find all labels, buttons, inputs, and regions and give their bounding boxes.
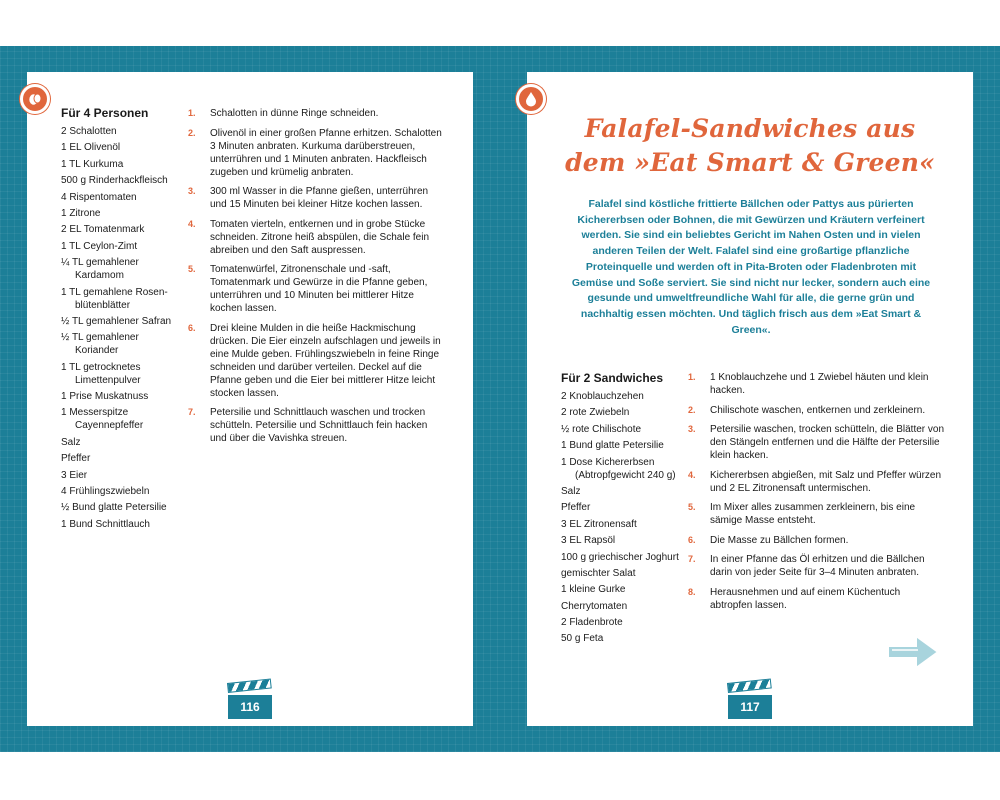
step-number: 7. [188,407,196,417]
ingredient-item: 4 Frühlingszwiebeln [61,486,150,498]
ingredient-item: Pfeffer [561,502,591,514]
step-item [688,501,944,527]
step-item [688,534,944,547]
step-item [688,586,944,612]
ingredient-item: ¼ TL gemahlener Kardamom [61,257,139,282]
ingredient-item: Pfeffer [61,453,91,465]
step-text: Tomatenwürfel, Zitronenschale und -saft, Tomatenmark und Gewürze in die Pfanne geben, unterrühren und 10 Minuten bei mittlerer Hitze kochen lassen. [210,264,428,314]
step-item [688,423,944,462]
page-number-badge [228,683,272,719]
ingredient-item: Cherrytomaten [561,600,628,612]
ingredient-item: 3 EL Rapsöl [561,535,616,547]
step-item [188,127,444,179]
step-text: Petersilie waschen, trocken schütteln, die Blätter von den Stängeln entfernen und die Hälfte der Petersilie klein hacken. [710,424,945,461]
ingredient-item: 1 kleine Gurke [561,584,626,596]
step-text: Herausnehmen und auf einem Küchentuch abtropfen lassen. [710,586,901,611]
step-item [188,107,444,120]
step-item [688,553,944,579]
step-text: Petersilie und Schnittlauch waschen und trocken schütteln. Petersilie und Schnittlauch fein hacken und über die Vavishka streuen. [210,407,428,444]
ingredient-item: 1 Prise Muskatnuss [61,391,149,403]
step-number: 7. [688,554,696,564]
ingredient-item: 3 Eier [61,469,88,481]
ingredient-item: 1 TL Ceylon-Zimt [61,240,138,252]
steps-list [688,371,944,612]
recipe-intro: Falafel sind köstliche frittierte Bällchen oder Pattys aus pürierten Kichererbsen oder Bohnen, die mit Gewürzen und Kräutern verfeinert werden. Sie sind ein beliebtes Gericht im Nahen Osten und in vielen anderen Teilen der Welt. Falafel sind eine großartige pflanzliche Proteinquelle und werden oft in Pita-Broten oder Fladenbroten mit Gemüse und Soße serviert. Sie sind nicht nur lecker, sondern auch eine gesunde und umweltfreundliche Wahl für alle, die gerne grün und nachhaltig essen möchten. Und täglich frisch aus dem »Eat Smart & Green«. [571,198,931,336]
ingredient-item: 1 EL Olivenöl [61,142,121,154]
step-text: 1 Knoblauchzehe und 1 Zwiebel häuten und klein hacken. [710,372,929,396]
step-number: 6. [688,534,696,545]
step-text: Tomaten vierteln, entkernen und in grobe Stücke schneiden. Zitrone heiß abspülen, die Schale fein abreiben und den Saft auspressen. [210,218,430,256]
ingredient-item: 50 g Feta [561,633,604,645]
title-line-1: Falafel-Sandwiches aus [584,114,916,143]
ingredient-item: 1 Dose Kichererbsen (Abtropfgewicht 240 g) [561,456,676,481]
ingredient-item: ½ Bund glatte Petersilie [61,502,167,514]
ingredient-item: 2 rote Zwiebeln [561,407,630,419]
step-number: 1. [688,372,696,382]
step-number: 8. [688,586,696,597]
step-number: 3. [688,424,696,434]
ingredient-item: 1 TL gemahlene Rosenblütenblätter [61,286,168,311]
right-ingredients [561,371,686,649]
ingredient-item: ½ rote Chilischote [561,423,642,435]
step-number: 1. [188,108,196,118]
left-steps [188,107,444,452]
title-line-2: dem »Eat Smart & Green« [565,148,935,177]
ingredient-item: 1 Bund glatte Petersilie [561,440,664,452]
step-number: 4. [688,469,696,480]
step-number: 5. [188,264,196,274]
step-item [188,218,444,257]
step-text: 300 ml Wasser in die Pfanne gießen, unterrühren und 15 Minuten bei kleiner Hitze kochen lassen. [210,186,429,210]
ingredient-item: 2 Schalotten [61,126,117,137]
step-item [188,185,444,211]
step-text: Schalotten in dünne Ringe schneiden. [210,108,379,119]
ingredient-item: 3 EL Zitronensaft [561,518,637,530]
step-text: In einer Pfanne das Öl erhitzen und die Bällchen darin von jeder Seite für 3–4 Minuten anbraten. [710,554,925,578]
ingredient-item: Salz [61,436,81,448]
ingredient-item: 1 TL Kurkuma [61,158,124,170]
egg-icon [20,84,50,114]
ingredient-item: Salz [561,485,581,497]
ingredients-list [561,390,686,645]
ingredient-item: 100 g griechischer Joghurt [561,551,679,563]
step-text: Im Mixer alles zusammen zerkleinern, bis eine sämige Masse entsteht. [710,502,916,526]
ingredient-item: 500 g Rinderhackfleisch [61,175,168,187]
page-number: 117 [728,695,772,719]
step-item [188,263,444,315]
ingredient-item: 2 EL Tomatenmark [61,224,145,236]
ingredient-item: ½ TL gemahlener Koriander [61,332,139,357]
steps-list [188,107,444,445]
step-item [188,406,444,445]
step-text: Drei kleine Mulden in die heiße Hackmischung drücken. Die Eier einzeln aufschlagen und jeweils in eine Mulde geben. Frühlingszwiebeln in feine Ringe schneiden und darüber verteilen. Deckel auf die Pfanne geben und die Eier bei mittlerer Hitze leicht stocken lassen. [210,322,441,399]
ingredient-item: 2 Fladenbrote [561,617,623,629]
step-number: 3. [188,186,196,196]
step-number: 2. [188,127,196,138]
step-number: 6. [188,322,196,333]
ingredient-item: 1 TL getrocknetes Limettenpulver [61,361,141,386]
step-text: Die Masse zu Bällchen formen. [710,534,849,546]
step-item [688,469,944,495]
ingredient-item: 1 Zitrone [61,207,101,219]
page-number-badge [728,683,772,719]
ingredients-title: Für 4 Personen [61,106,149,120]
step-number: 4. [188,218,196,229]
step-number: 5. [688,502,696,512]
page-number: 116 [228,695,272,719]
recipe-title [527,112,973,180]
step-number: 2. [688,404,696,415]
ingredients-list [61,125,181,531]
step-text: Chilischote waschen, entkernen und zerkleinern. [710,404,926,416]
ingredients-title: Für 2 Sandwiches [561,371,664,385]
step-item [188,322,444,400]
ingredient-item: gemischter Salat [561,567,636,579]
step-text: Kichererbsen abgießen, mit Salz und Pfeffer würzen und 2 EL Zitronensaft untermischen. [710,469,942,494]
ingredient-item: 1 Messerspitze Cayennepfeffer [61,407,144,432]
drop-icon [516,84,546,114]
step-item [688,404,944,417]
ingredient-item: ½ TL gemahlener Safran [61,315,172,327]
ingredient-item: 2 Knoblauchzehen [561,391,644,402]
step-text: Olivenöl in einer großen Pfanne erhitzen. Schalotten 3 Minuten anbraten. Kurkuma darüberstreuen, unterrühren und 1 Minuten anbraten. Hackfleisch zugeben und krümelig anbraten. [210,127,442,178]
ingredient-item: 1 Bund Schnittlauch [61,518,150,530]
ingredient-item: 4 Rispentomaten [61,191,137,203]
step-item [688,371,944,397]
left-ingredients [61,106,181,534]
right-steps [688,371,944,618]
arrow-right-icon[interactable] [886,632,940,672]
